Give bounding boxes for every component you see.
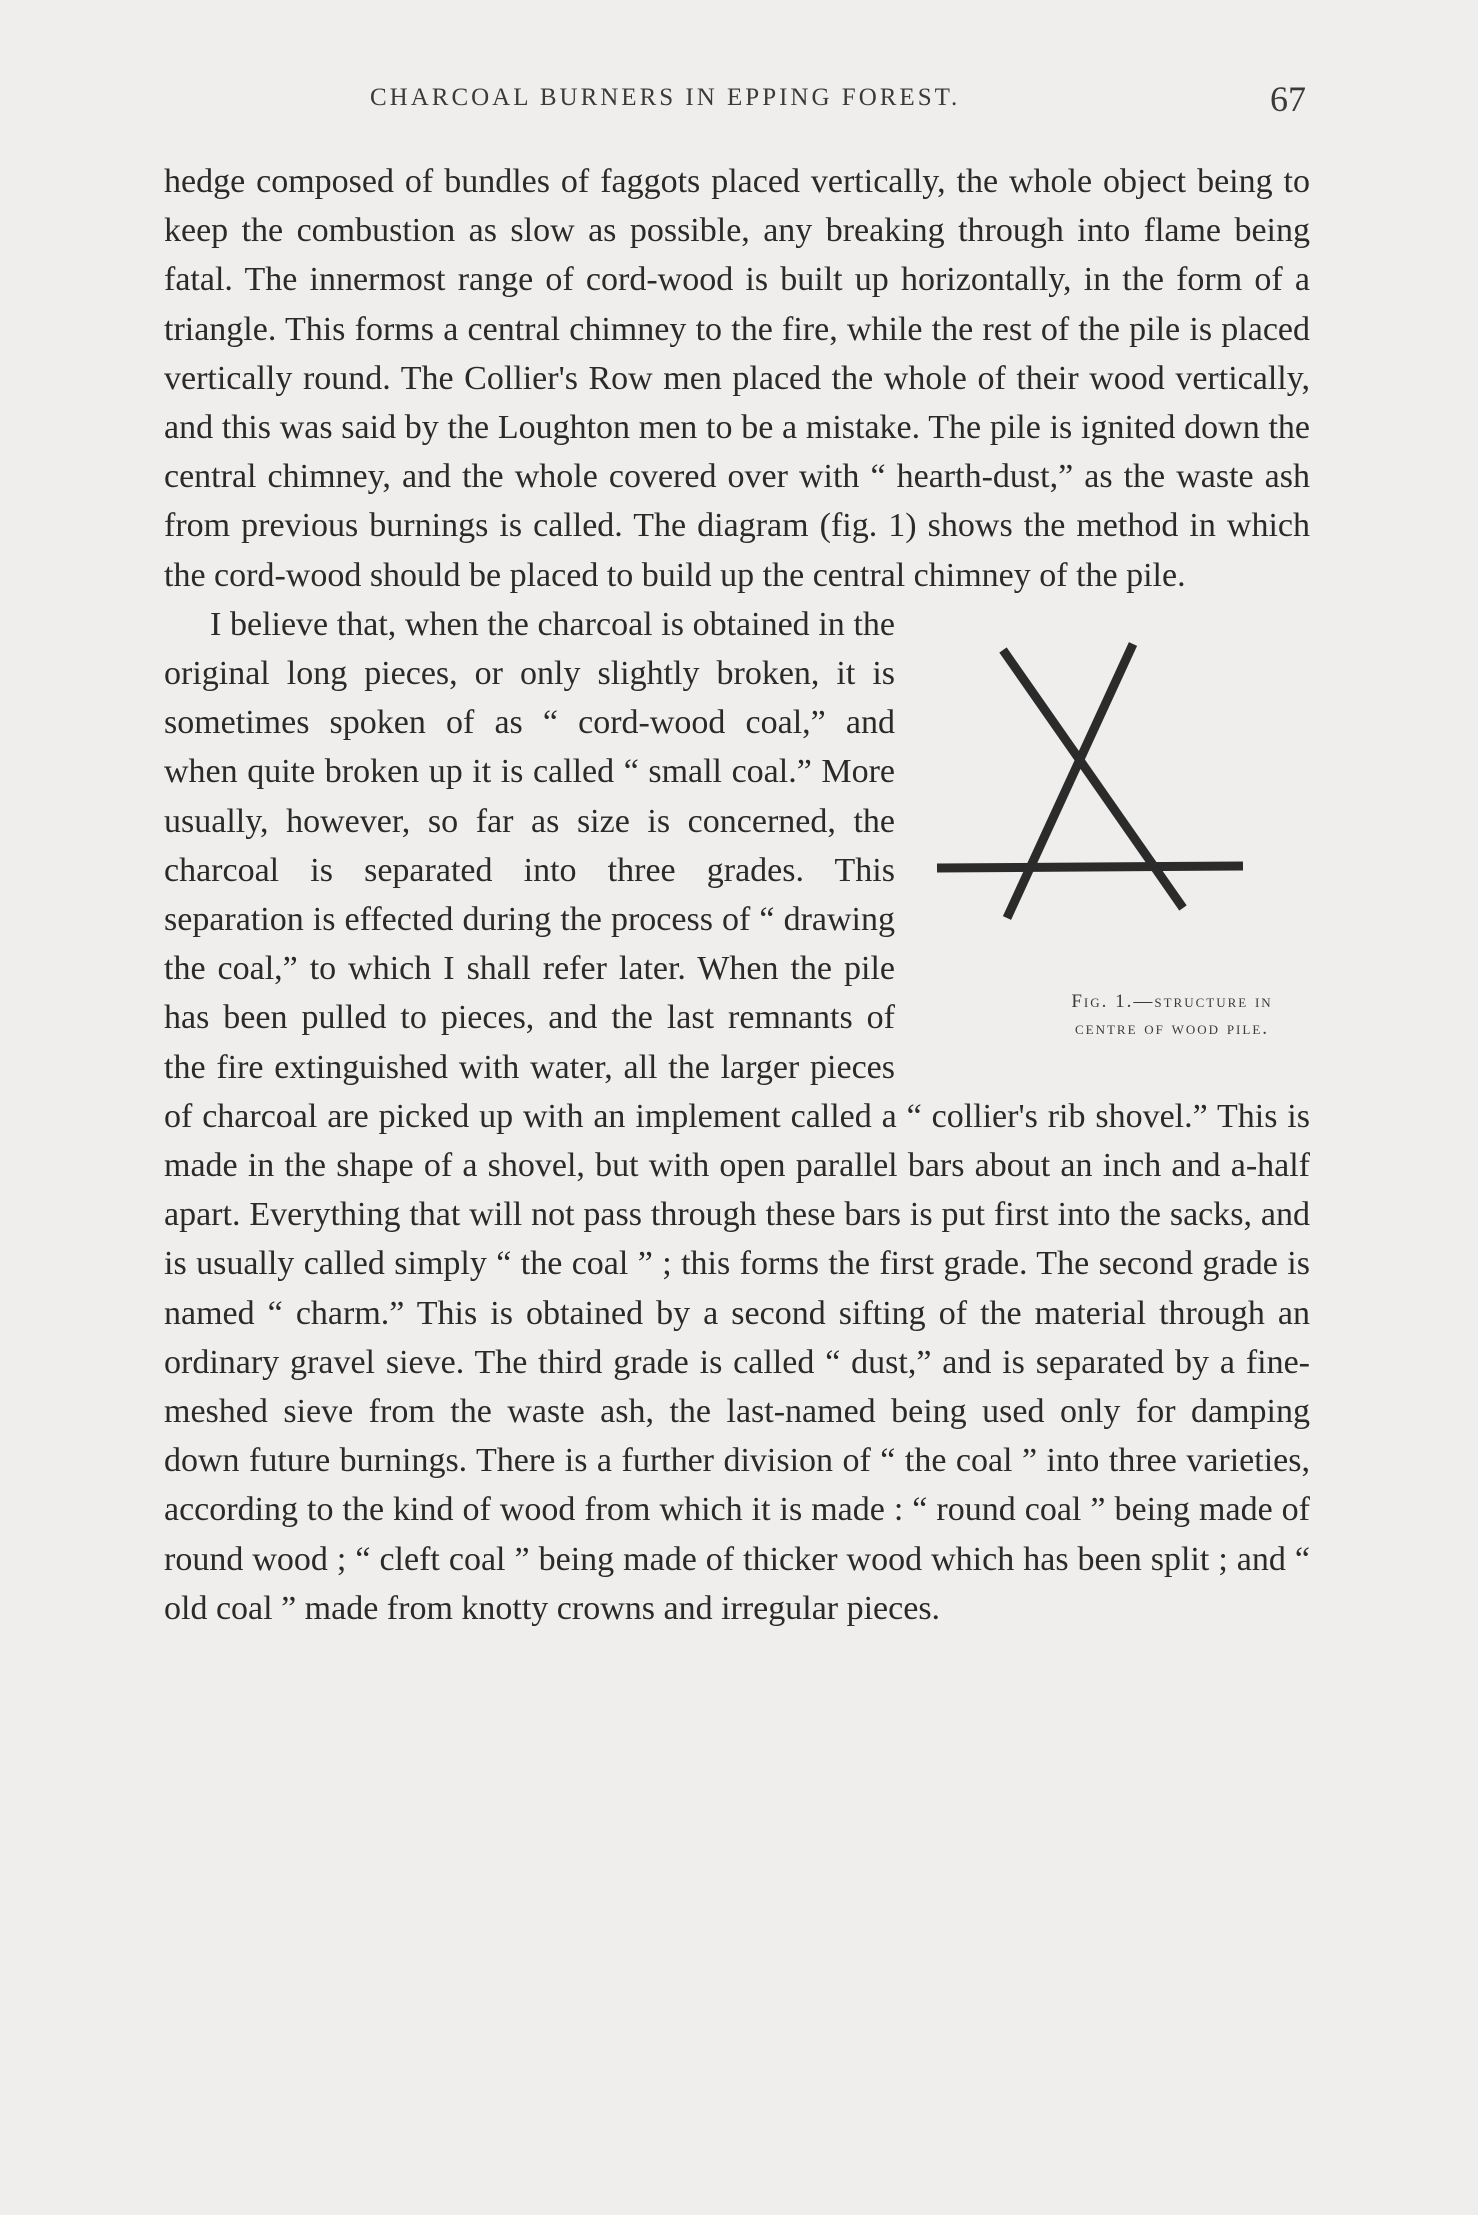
paragraph-2 — [164, 600, 1310, 1633]
running-head — [0, 78, 1478, 118]
body-text — [164, 157, 1310, 1633]
wood-pile-diagram — [915, 618, 1335, 1008]
running-title: CHARCOAL BURNERS IN EPPING FOREST. — [370, 84, 961, 111]
diagram-horizontal-log — [937, 866, 1243, 868]
paragraph-2-text: I believe that, when the charcoal is obtained in the original long pieces, or only slightly broken, it is sometimes spoken of as “ cord-wood coal,” and when quite broken up it is called “ small coal.” More usually, however, so far as size is concerned, the charcoal is separated into three grades. This separation is effected during the process of “ drawing the coal,” to which I shall refer later. When the pile has been pulled to pieces, and the last remnants of the fire extinguished with water, all the larger pieces of charcoal are picked up with an implement called a “ collier's rib shovel.” This is made in the shape of a shovel, but with open parallel bars about an inch and a-half apart. Everything that will not pass through these bars is put first into the sacks, and is usually called simply “ the coal ” ; this forms the first grade. The second grade is named “ charm.” This is obtained by a second sifting of the material through an ordinary gravel sieve. The third grade is called “ dust,” and is separated by a fine-meshed sieve from the waste ash, the last-named being used only for damping down future burnings. There is a further division of “ the coal ” into three varieties, according to the kind of wood from which it is made : “ round coal ” being made of round wood ; “ cleft coal ” being made of thicker wood which has been split ; and “ old coal ” made from knotty crowns and irregular pieces. — [164, 605, 1310, 1627]
figure-caption-line-2: centre of wood pile. — [1074, 1017, 1270, 1039]
figure-caption — [949, 988, 1349, 1042]
figure-caption-line-1: Fig. 1.—structure in — [1071, 990, 1273, 1012]
page-number: 67 — [1270, 79, 1306, 119]
paragraph-1: hedge composed of bundles of faggots placed vertically, the whole object being to keep the combustion as slow as possible, any breaking through into flame being fatal. The innermost range of cord-wood is built up horizontally, in the form of a triangle. This forms a central chimney to the fire, while the rest of the pile is placed vertically round. The Collier's Row men placed the whole of their wood vertically, and this was said by the Loughton men to be a mistake. The pile is ignited down the central chimney, and the whole covered over with “ hearth-dust,” as the waste ash from previous burnings is called. The diagram (fig. 1) shows the method in which the cord-wood should be placed to build up the central chimney of the pile. — [164, 163, 1310, 594]
figure-1 — [915, 618, 1335, 1088]
